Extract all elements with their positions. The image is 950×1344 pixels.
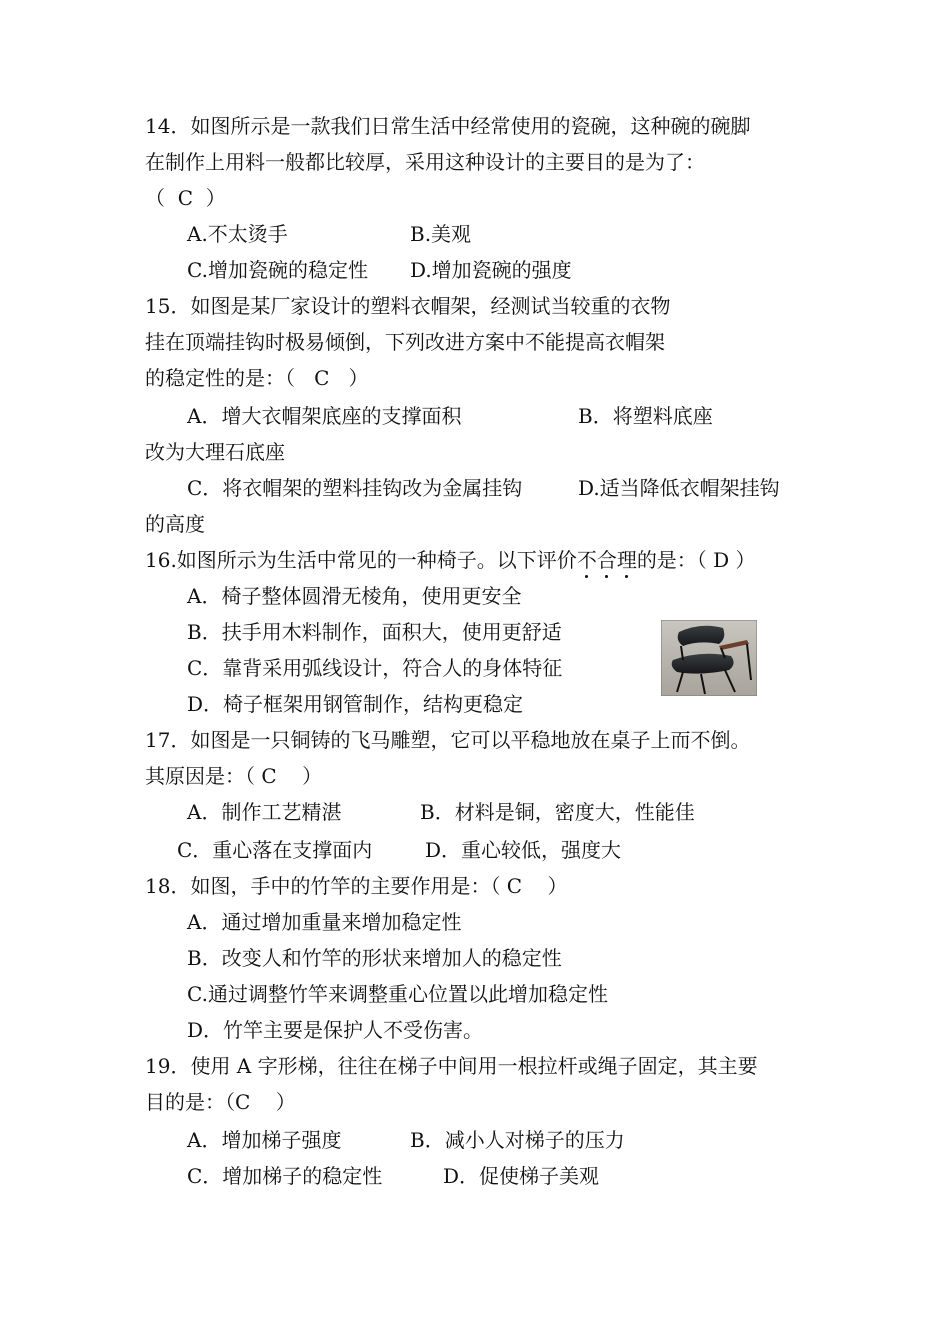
q16-emphasis-char-1: 不	[576, 548, 597, 572]
q17-stem-line-2: 其原因是：（ C ）	[145, 764, 323, 788]
q19-option-d: D．促使梯子美观	[443, 1164, 600, 1188]
q16-stem	[145, 548, 756, 572]
q15-option-d-continued: 的高度	[145, 512, 205, 536]
q18-stem: 18．如图，手中的竹竿的主要作用是：（ C ）	[145, 874, 568, 898]
q19-stem-line-2: 目的是：（C ）	[145, 1090, 296, 1114]
q15-stem-line-1: 15．如图是某厂家设计的塑料衣帽架，经测试当较重的衣物	[145, 294, 671, 318]
q17-option-c: C．重心落在支撑面内	[177, 838, 373, 862]
q16-option-b: B．扶手用木料制作，面积大，使用更舒适	[187, 620, 562, 644]
q16-option-c: C．靠背采用弧线设计，符合人的身体特征	[187, 656, 563, 680]
q18-option-d: D．竹竿主要是保护人不受伤害。	[187, 1018, 484, 1042]
q16-emphasis-char-3: 理	[616, 548, 637, 572]
q17-option-b: B．材料是铜，密度大，性能佳	[420, 800, 695, 824]
q16-emphasis-char-2: 合	[596, 548, 617, 572]
q18-option-b: B．改变人和竹竿的形状来增加人的稳定性	[187, 946, 562, 970]
q16-stem-suffix: 的是：（ D ）	[636, 548, 756, 572]
q14-option-d: D.增加瓷碗的强度	[410, 258, 572, 282]
q16-option-d: D．椅子框架用钢管制作，结构更稳定	[187, 692, 524, 716]
q15-option-b-continued: 改为大理石底座	[145, 440, 285, 464]
q17-option-d: D．重心较低，强度大	[425, 838, 622, 862]
q17-stem-line-1: 17．如图是一只铜铸的飞马雕塑，它可以平稳地放在桌子上而不倒。	[145, 728, 751, 752]
q15-option-b: B．将塑料底座	[578, 404, 713, 428]
q16-stem-prefix: 16.如图所示为生活中常见的一种椅子。以下评价	[145, 548, 577, 572]
q18-option-c: C.通过调整竹竿来调整重心位置以此增加稳定性	[187, 982, 608, 1006]
q19-stem-line-1: 19．使用 A 字形梯，往往在梯子中间用一根拉杆或绳子固定，其主要	[145, 1054, 758, 1078]
chair-photo	[661, 620, 757, 696]
q14-stem-line-2: 在制作上用料一般都比较厚，采用这种设计的主要目的是为了：	[145, 150, 705, 174]
q17-option-a: A．制作工艺精湛	[187, 800, 342, 824]
q14-option-b: B.美观	[410, 222, 472, 246]
q14-stem-line-1: 14．如图所示是一款我们日常生活中经常使用的瓷碗，这种碗的碗脚	[145, 114, 751, 138]
q18-option-a: A．通过增加重量来增加稳定性	[187, 910, 462, 934]
q15-stem-line-3: 的稳定性的是：（ C ）	[145, 366, 369, 390]
q14-option-c: C.增加瓷碗的稳定性	[187, 258, 368, 282]
q15-stem-line-2: 挂在顶端挂钩时极易倾倒，下列改进方案中不能提高衣帽架	[145, 330, 665, 354]
q19-option-b: B．减小人对梯子的压力	[410, 1128, 625, 1152]
q16-option-a: A．椅子整体圆滑无棱角，使用更安全	[187, 584, 522, 608]
q15-option-a: A．增大衣帽架底座的支撑面积	[187, 404, 462, 428]
q15-option-c: C．将衣帽架的塑料挂钩改为金属挂钩	[187, 476, 523, 500]
q19-option-c: C．增加梯子的稳定性	[187, 1164, 383, 1188]
q14-answer: （ C ）	[145, 186, 226, 210]
q19-option-a: A．增加梯子强度	[187, 1128, 342, 1152]
q14-option-a: A.不太烫手	[187, 222, 288, 246]
q15-option-d: D.适当降低衣帽架挂钩	[578, 476, 780, 500]
